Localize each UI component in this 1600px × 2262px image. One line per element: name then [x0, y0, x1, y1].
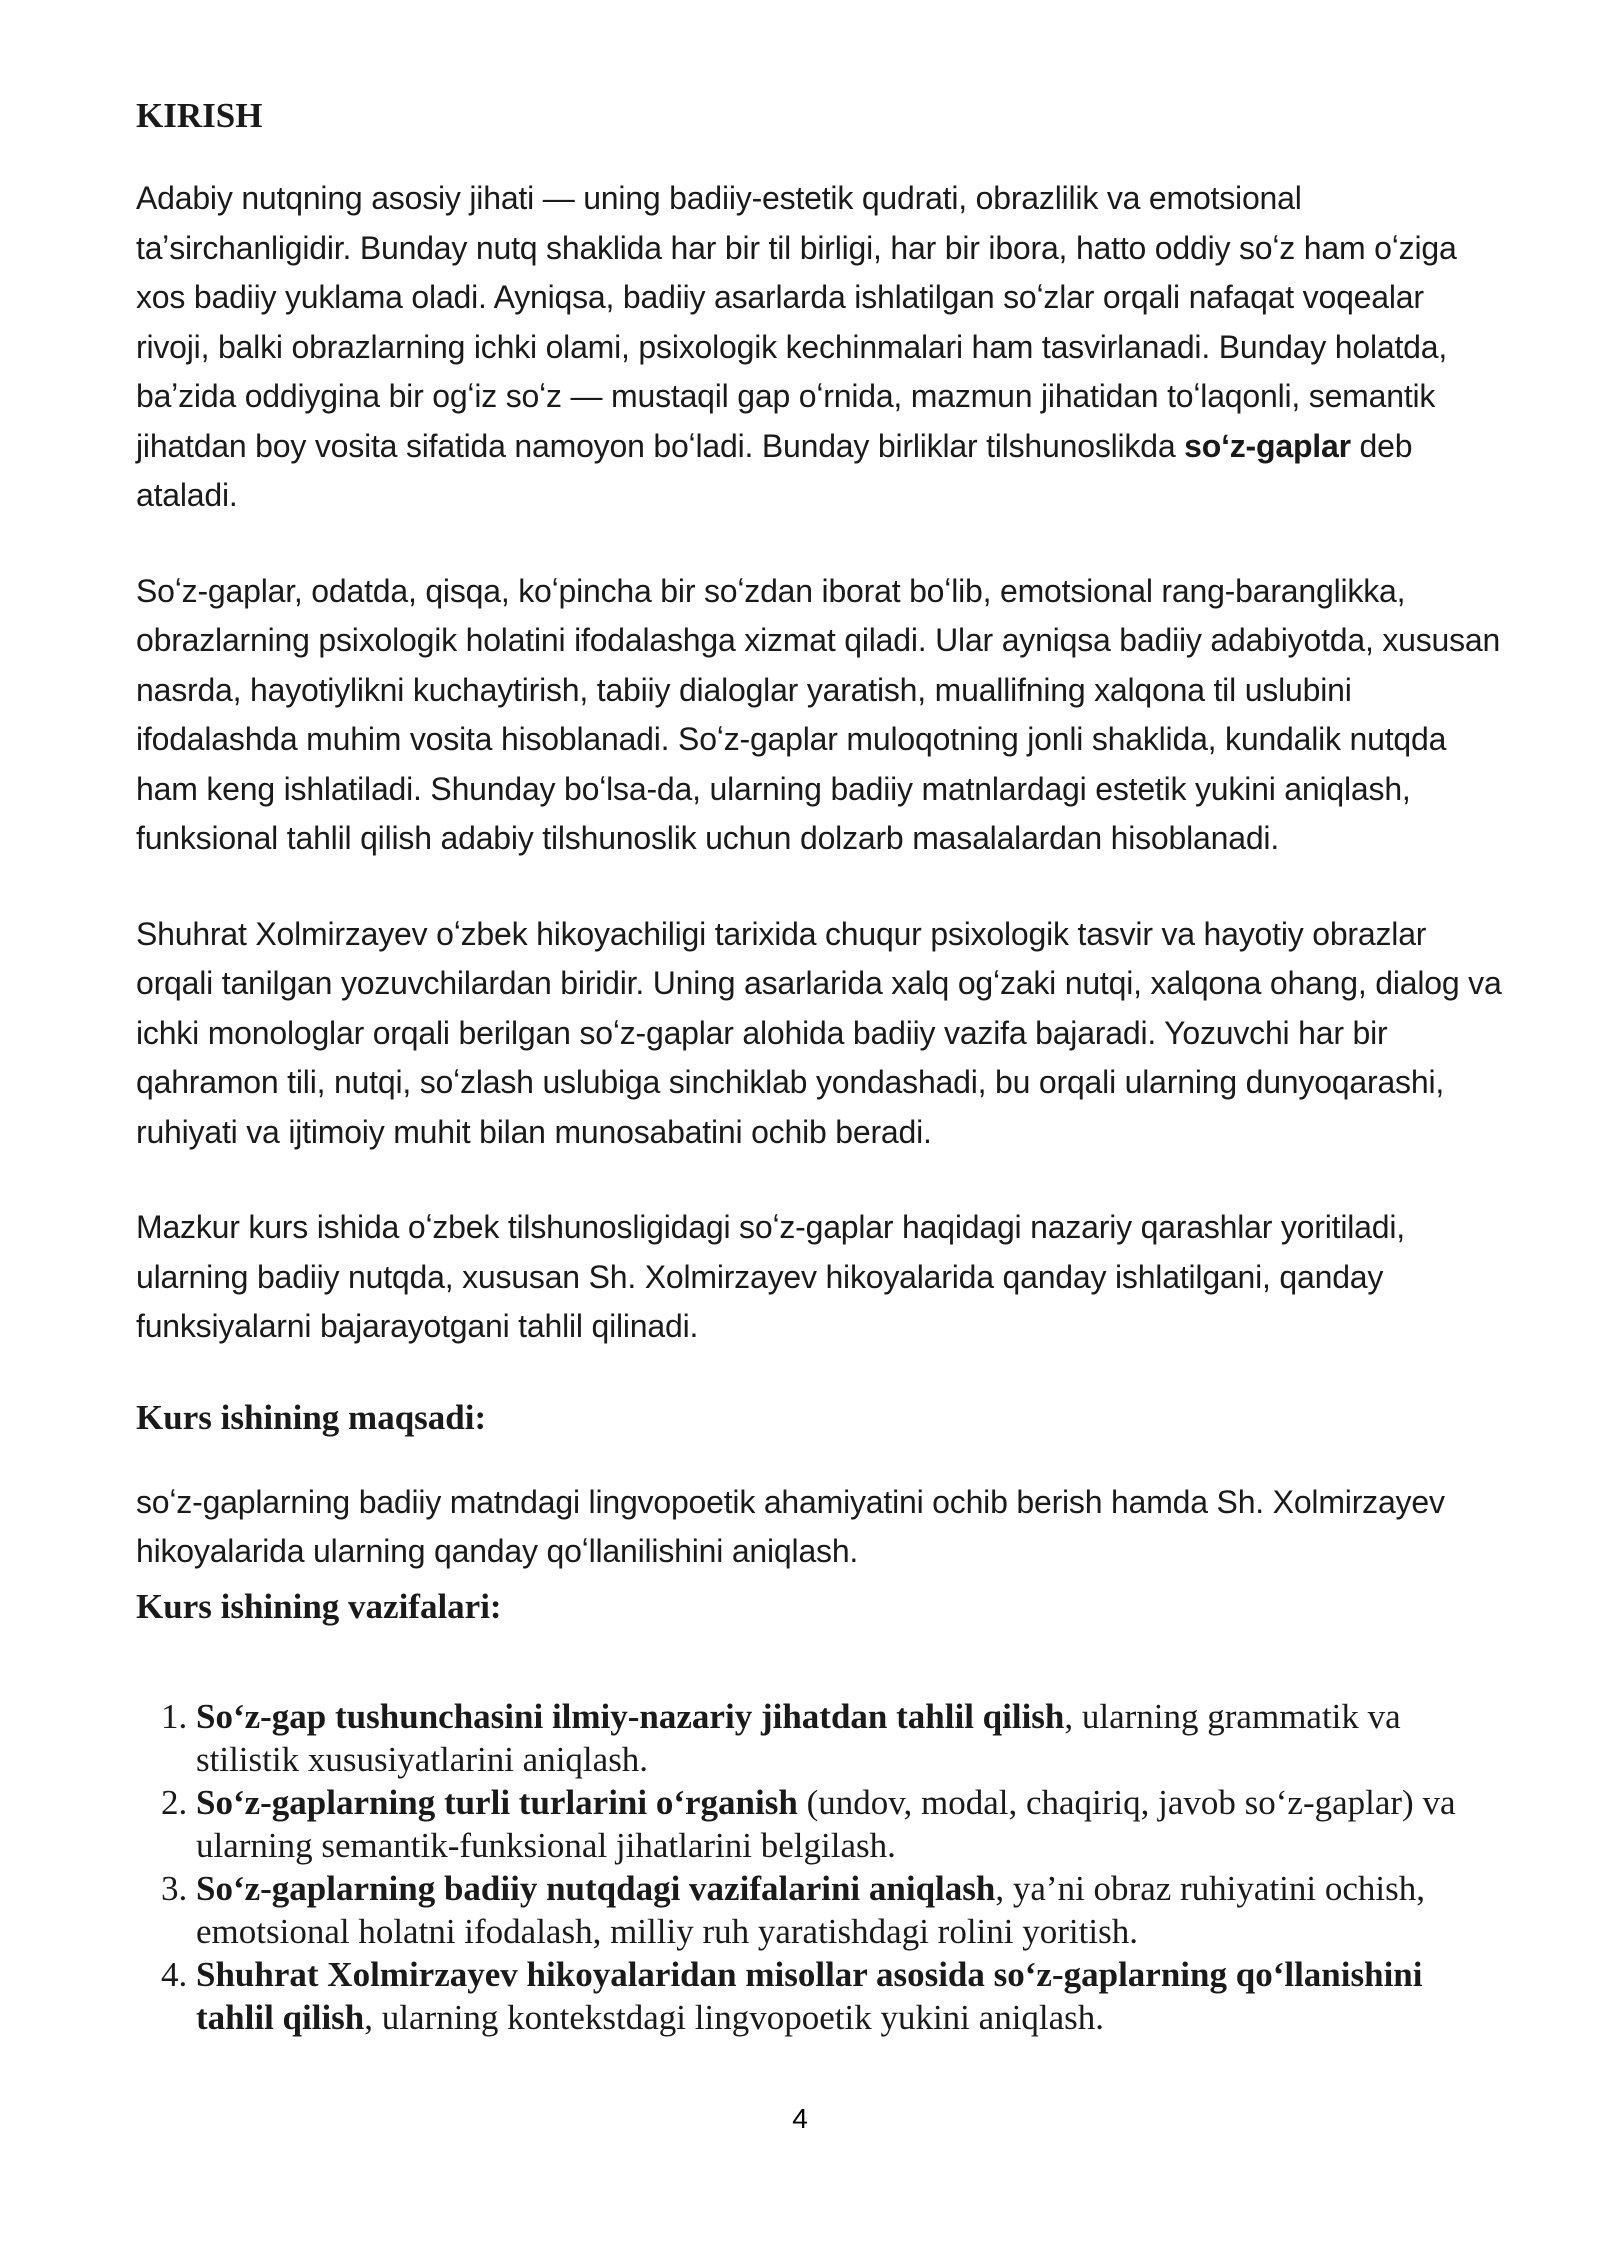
task-text: , ularning kontekstdagi lingvopoetik yukini aniqlash.: [364, 1997, 1105, 2037]
list-item: [196, 1953, 1504, 2039]
tasks-list: [136, 1695, 1504, 2039]
paragraph-kurs-ishi: Mazkur kurs ishida oʻzbek tilshunosligidagi soʻz-gaplar haqidagi nazariy qarashlar yoritiladi, ularning badiiy nutqda, xususan Sh. Xolmirzayev hikoyalarida qanday ishlatilgani, qanday funksiyalarni bajarayotgani tahlil qilinadi.: [136, 1209, 1405, 1344]
task-text: , ya’ni obraz ruhiyatini ochish, emotsional holatni ifodalash, milliy ruh yaratishdagi rolini yoritish.: [196, 1868, 1425, 1951]
page-number: 4: [792, 2103, 808, 2134]
page-title: KIRISH: [136, 96, 263, 135]
task-bold: Shuhrat Xolmirzayev hikoyalaridan misollar asosida so‘z-gaplarning qo‘llanishini tahlil qilish: [196, 1954, 1423, 2037]
intro-bold-term: soʻz-gaplar: [1184, 427, 1351, 464]
list-item: [196, 1867, 1504, 1953]
paragraph-so-z-gaplar: Soʻz-gaplar, odatda, qisqa, koʻpincha bir soʻzdan iborat boʻlib, emotsional rang-baranglikka, obrazlarning psixologik holatini ifodalashga xizmat qiladi. Ular ayniqsa badiiy adabiyotda, xususan nasrda, hayotiylikni kuchaytirish, tabiiy dialoglar yaratish, muallifning xalqona til uslubini ifodalashda muhim vosita hisoblanadi. Soʻz-gaplar muloqotning jonli shaklida, kundalik nutqda ham keng ishlatiladi. Shunday boʻlsa-da, ularning badiiy matnlardagi estetik yukini aniqlash, funksional tahlil qilish adabiy tilshunoslik uchun dolzarb masalalardan hisoblanadi.: [136, 572, 1501, 856]
task-text: (undov, modal, chaqiriq, javob so‘z-gaplar) va ularning semantik-funksional jihatlarini belgilash.: [196, 1782, 1456, 1865]
task-bold: So‘z-gap tushunchasini ilmiy-nazariy jihatdan tahlil qilish: [196, 1696, 1065, 1736]
list-item: [196, 1695, 1504, 1781]
task-text: , ularning grammatik va stilistik xususiyatlarini aniqlash.: [196, 1696, 1401, 1779]
tasks-heading: Kurs ishining vazifalari:: [136, 1586, 502, 1626]
intro-text-end: deb ataladi.: [136, 427, 1413, 513]
paragraph-xolmirzayev: Shuhrat Xolmirzayev oʻzbek hikoyachiligi tarixida chuqur psixologik tasvir va hayotiy obrazlar orqali tanilgan yozuvchilardan biridir. Uning asarlarida xalq ogʻzaki nutqi, xalqona ohang, dialog va ichki monologlar orqali berilgan soʻz-gaplar alohida badiiy vazifa bajaradi. Yozuvchi har bir qahramon tili, nutqi, soʻzlash uslubiga sinchiklab yondashadi, bu orqali ularning dunyoqarashi, ruhiyati va ijtimoiy muhit bilan munosabatini ochib beradi.: [136, 915, 1502, 1150]
task-bold: So‘z-gaplarning badiiy nutqdagi vazifalarini aniqlash: [196, 1868, 996, 1908]
goal-heading: Kurs ishining maqsadi:: [136, 1397, 487, 1437]
list-item: [196, 1781, 1504, 1867]
task-bold: So‘z-gaplarning turli turlarini o‘rganish: [196, 1782, 798, 1822]
intro-paragraph: [136, 174, 1504, 521]
intro-text: Adabiy nutqning asosiy jihati — uning badiiy-estetik qudrati, obrazlilik va emotsional taʼsirchanligidir. Bunday nutq shaklida har bir til birligi, har bir ibora, hatto oddiy soʻz ham oʻziga xos badiiy yuklama oladi. Ayniqsa, badiiy asarlarda ishlatilgan soʻzlar orqali nafaqat voqealar rivoji, balki obrazlarning ichki olami, psixologik kechinmalari ham tasvirlanadi. Bunday holatda, baʼzida oddiygina bir ogʻiz soʻz — mustaqil gap oʻrnida, mazmun jihatidan toʻlaqonli, semantik jihatdan boy vosita sifatida namoyon boʻladi. Bunday birliklar tilshunoslikda: [136, 180, 1457, 464]
goal-paragraph: soʻz-gaplarning badiiy matndagi lingvopoetik ahamiyatini ochib berish hamda Sh. Xolmirzayev hikoyalarida ularning qanday qoʻllanilishini aniqlash.: [136, 1483, 1445, 1569]
